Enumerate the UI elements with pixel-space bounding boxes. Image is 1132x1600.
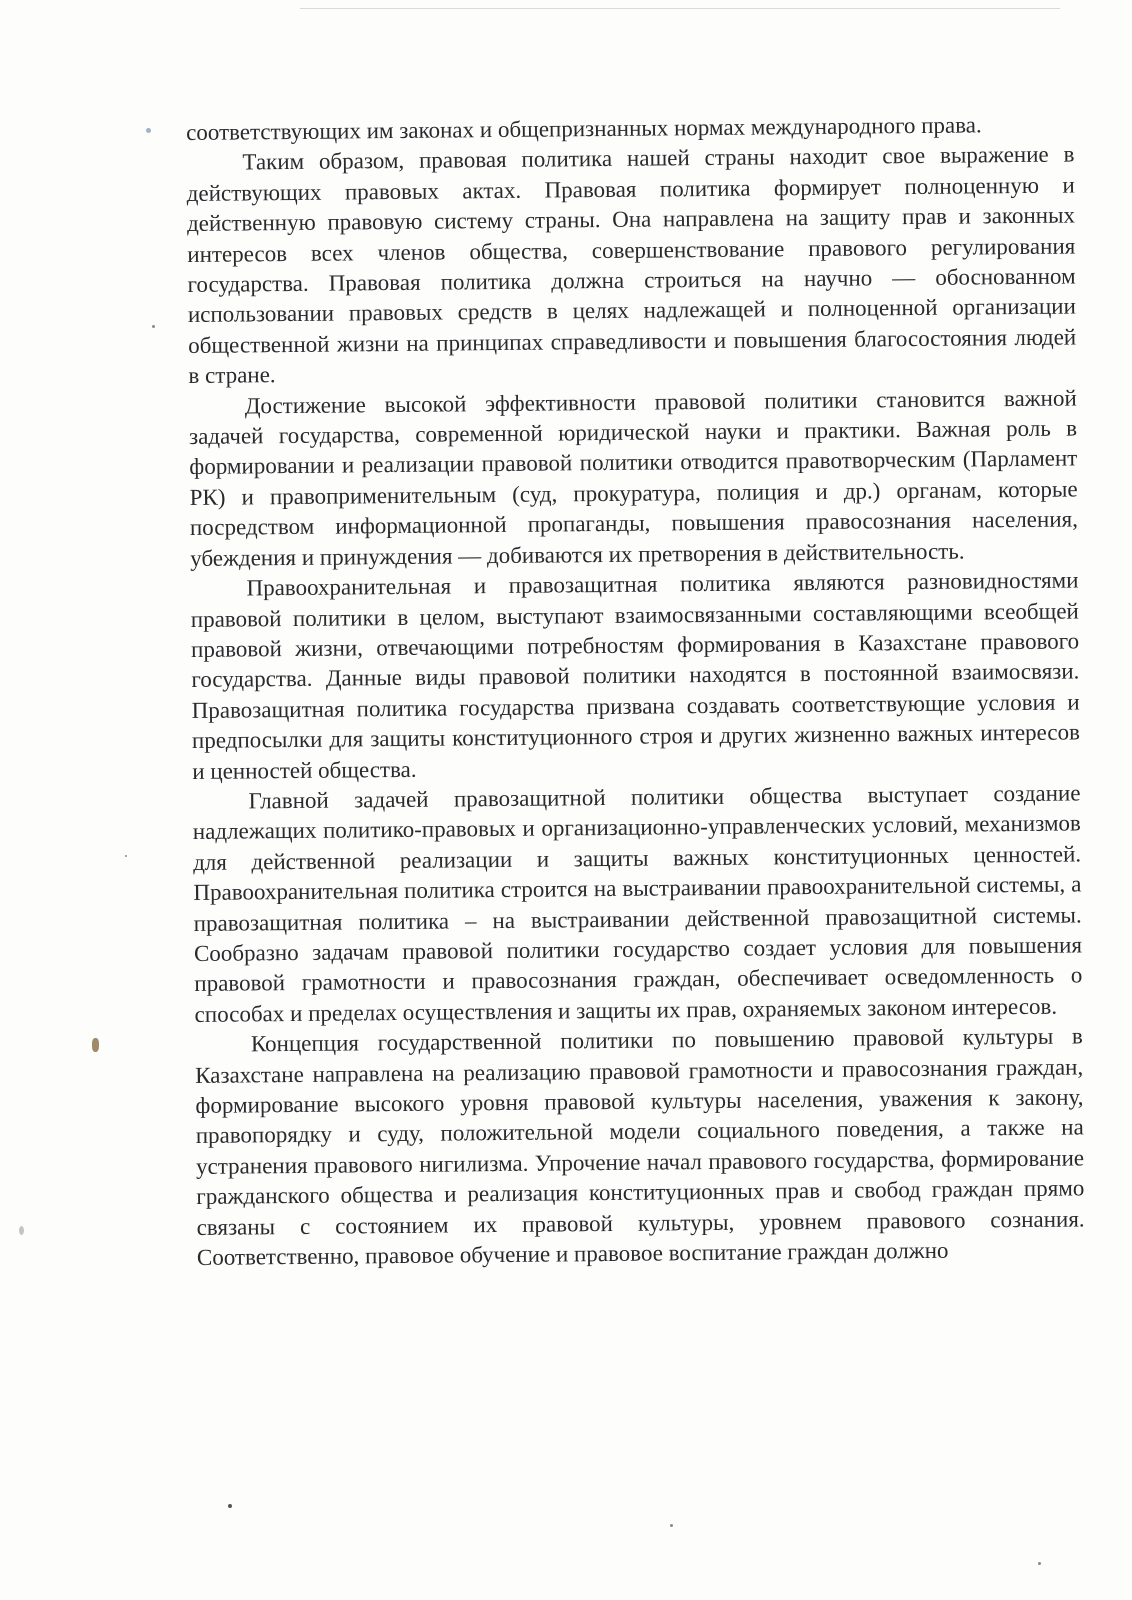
scan-speck: [670, 1524, 673, 1527]
scan-speck: [1038, 1562, 1041, 1565]
scan-speck: [19, 1226, 24, 1235]
paragraph: Правоохранительная и правозащитная политика являются разновидностями правовой политики в целом, выступают взаимосвязанными составляющими всеобщей правовой жизни, отвечающими потребностям формирования в Казахстане правового государства. Данные виды правовой политики находятся в постоянной взаимосвязи. Правозащитная политика государства призвана создавать соответствующие условия и предпосылки для защиты конституционного строя и других жизненно важных интересов и ценностей общества.: [190, 567, 1081, 784]
paragraph: соответствующих им законах и общепризнанных нормах международного права.: [186, 112, 982, 145]
paragraph: Достижение высокой эффективности правовой политики становится важной задачей государства, современной юридической науки и практики. Важная роль в формировании и реализации правовой политики отводится правотворческим (Парламент РК) и правоприменительным (суд, прокуратура, полиция и др.) органам, которые посредством информационной пропаганды, повышения правосознания населения, убеждения и принуждения — добиваются их претворения в действительность.: [188, 385, 1079, 571]
scan-edge-line: [300, 8, 1060, 9]
scan-speck: [228, 1504, 232, 1508]
scan-speck: [146, 128, 151, 133]
scan-speck: [92, 1038, 99, 1052]
scan-speck: [152, 325, 155, 328]
scan-speck: [125, 855, 127, 857]
paragraph: Концепция государственной политики по повышению правовой культуры в Казахстане направлена на реализацию правовой грамотности и правосознания граждан, формирование высокого уровня правовой культуры населения, уважения к закону, правопорядку и суду, положительной модели социального поведения, а также на устранения правового нигилизма. Упрочение начал правового государства, формирование гражданского общества и реализация конституционных прав и свобод граждан прямо связаны с состоянием их правовой культуры, уровнем правового сознания. Соответственно, правовое обучение и правовое воспитание граждан должно: [195, 1023, 1085, 1270]
paragraph: Таким образом, правовая политика нашей страны находит свое выражение в действующих правовых актах. Правовая политика формирует полноценную и действенную правовую систему страны. Она направлена на защиту прав и законных интересов всех членов общества, совершенствование правового регулирования государства. Правовая политика должна строиться на научно — обоснованном использовании правовых средств в целях надлежащей и полноценной организации общественной жизни на принципах справедливости и повышения благосостояния людей в стране.: [186, 141, 1077, 389]
document-text: [186, 109, 1085, 1273]
paragraph: Главной задачей правозащитной политики общества выступает создание надлежащих политико-правовых и организационно-управленческих условий, механизмов для действенной реализации и защиты важных конституционных ценностей. Правоохранительная политика строится на выстраивании правоохранительной системы, а правозащитная политика – на выстраивании действенной правозащитной системы. Сообразно задачам правовой политики государство создает условия для повышения правовой грамотности и правосознания граждан, обеспечивает осведомленность о способах и пределах осуществления и защиты их прав, охраняемых законом интересов.: [192, 780, 1083, 1027]
